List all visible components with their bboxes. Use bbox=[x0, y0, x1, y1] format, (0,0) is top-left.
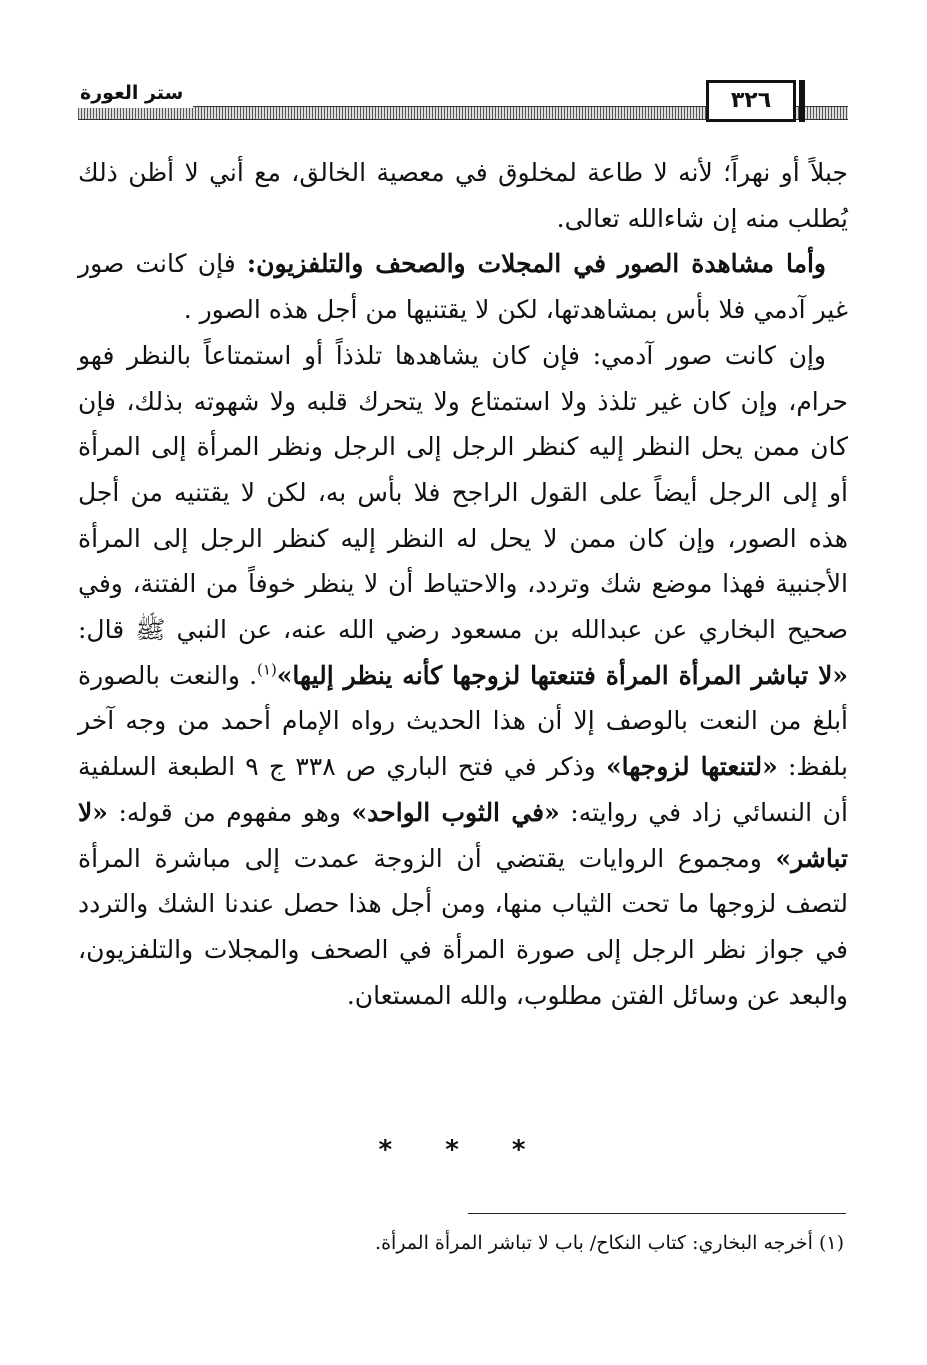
paragraph-1 bbox=[78, 150, 848, 241]
footnote-marker: (١) bbox=[257, 660, 277, 679]
paragraph-3-part-c: وذكر في فتح الباري ص ٣٣٨ ج ٩ الطبعة السلفية أن النسائي زاد في روايته: bbox=[78, 752, 848, 827]
paragraph-3-part-e: ومجموع الروايات يقتضي أن الزوجة عمدت إلى مباشرة المرأة لتصف لزوجها ما تحت الثياب منها، ومن أجل هذا حصل عندنا الشك والتردد في جواز نظر الرجل إلى صورة المرأة في الصحف والمجلات والتلفزيون، والبعد عن وسائل الفتن مطلوب، والله المستعان. bbox=[78, 843, 848, 1010]
paragraph-3-part-d: وهو مفهوم من قوله: bbox=[107, 797, 352, 827]
hadith-quote: «لا تباشر المرأة المرأة فتنعتها لزوجها كأنه ينظر إليها» bbox=[276, 660, 848, 690]
paragraph-3-part-b: . والنعت بالصورة أبلغ من النعت بالوصف إلا أن هذا الحديث رواه الإمام أحمد من وجه آخر بلفظ: bbox=[78, 660, 849, 782]
quote-2: «لتنعتها لزوجها» bbox=[605, 752, 778, 782]
paragraph-2 bbox=[78, 241, 848, 332]
running-header bbox=[78, 78, 848, 128]
footnote: (١) أخرجه البخاري: كتاب النكاح/ باب لا تباشر المرأة المرأة. bbox=[375, 1232, 844, 1254]
main-text bbox=[78, 150, 848, 1018]
paragraph-2-heading: وأما مشاهدة الصور في المجلات والصحف والتلفزيون: bbox=[246, 249, 827, 279]
paragraph-3-part-a: وإن كانت صور آدمي: فإن كان يشاهدها تلذذاً أو استمتاعاً بالنظر فهو حرام، وإن كان غير تلذذ ولا استمتاع ولا يتحرك قلبه ولا شهوته بذلك، فإن كان ممن يحل النظر إليه كنظر الرجل إلى الرجل ونظر المرأة إلى المرأة أو إلى الرجل أيضاً على القول الراجح فلا بأس به، لكن لا يقتنيه من أجل هذه الصور، وإن كان ممن لا يحل له النظر إليه كنظر الرجل إلى المرأة الأجنبية فهذا موضع شك وتردد، والاحتياط أن لا ينظر خوفاً من الفتنة، وفي صحيح البخاري عن عبدالله بن مسعود رضي الله عنه، عن النبي ﷺ قال: bbox=[78, 340, 849, 645]
paragraph-2-text: فإن كانت صور غير آدمي فلا بأس بمشاهدتها، لكن لا يقتنيها من أجل هذه الصور . bbox=[78, 249, 848, 325]
quote-4: «لا تباشر» bbox=[78, 797, 848, 873]
footnote-rule bbox=[468, 1213, 846, 1214]
quote-3: «في الثوب الواحد» bbox=[351, 797, 560, 827]
section-separator: * * * bbox=[378, 1135, 548, 1165]
paragraph-3 bbox=[78, 333, 848, 1019]
paragraph-1-text: جبلاً أو نهراً؛ لأنه لا طاعة لمخلوق في معصية الخالق، مع أني لا أظن ذلك يُطلب منه إن شاءالله تعالى. bbox=[78, 158, 848, 233]
page-number: ٣٢٦ bbox=[706, 80, 796, 122]
running-title: ستر العورة bbox=[78, 78, 193, 108]
